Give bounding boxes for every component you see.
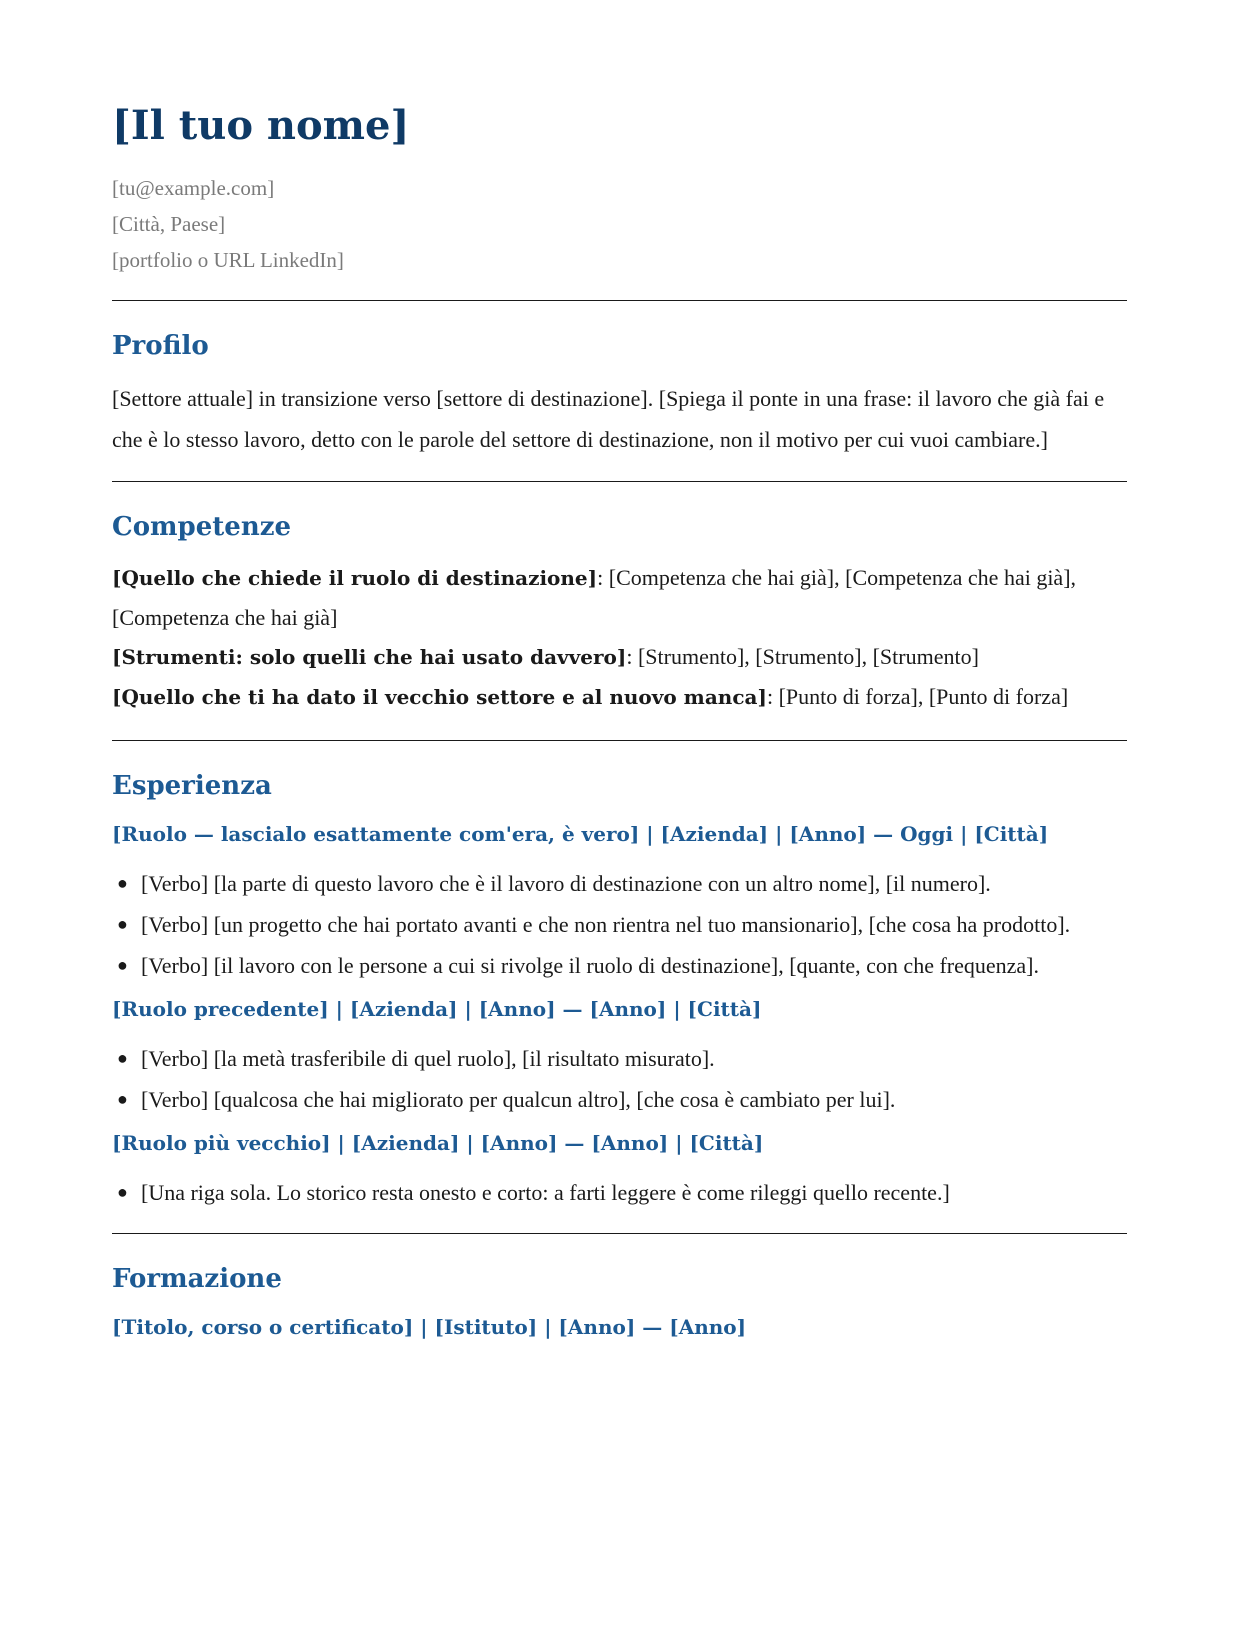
list-item [112,1038,1127,1079]
section-title-experience: Esperienza [112,771,272,801]
skill-label: [Quello che ti ha dato il vecchio settore e al nuovo manca] [112,685,767,709]
job-header: [Ruolo — lascialo esattamente com'era, è vero] | [Azienda] | [Anno] — Oggi | [Città] [112,822,1049,846]
skill-row [112,677,1127,717]
skill-row [112,637,1127,677]
section-title-education: Formazione [112,1264,282,1294]
section-divider [112,300,1127,301]
bullet-icon: ● [117,955,128,975]
section-title-profile: Profilo [112,331,209,361]
section-divider [112,1233,1127,1234]
job-header: [Ruolo precedente] | [Azienda] | [Anno] — [Anno] | [Città] [112,997,762,1021]
bullet-text: [Verbo] [un progetto che hai portato avanti e che non rientra nel tuo mansionario], [che cosa ha prodotto]. [141,912,1071,937]
bullet-icon: ● [117,914,128,934]
list-item [112,945,1127,986]
skill-value: : [Competenza che hai già], [Competenza che hai già], [Competenza che hai già] [112,565,1077,630]
section-divider [112,481,1127,482]
list-item [112,863,1127,904]
skills-list [112,558,1127,717]
bullet-text: [Una riga sola. Lo storico resta onesto e corto: a farti leggere è come rileggi quello recente.] [141,1180,950,1205]
bullet-text: [Verbo] [la metà trasferibile di quel ruolo], [il risultato misurato]. [141,1046,715,1071]
bullet-icon: ● [117,1182,128,1202]
profile-text: [Settore attuale] in transizione verso [settore di destinazione]. [Spiega il ponte in una frase: il lavoro che già fai e che è lo stesso lavoro, detto con le parole del settore di destinazione, non il motivo per cui vuoi cambiare.] [112,386,1105,452]
skill-row [112,558,1127,637]
bullet-icon: ● [117,1089,128,1109]
list-item [112,904,1127,945]
section-title-skills: Competenze [112,512,292,542]
bullet-text: [Verbo] [il lavoro con le persone a cui si rivolge il ruolo di destinazione], [quante, con che frequenza]. [141,953,1039,978]
resume-page [112,96,1127,1343]
skill-value: : [Punto di forza], [Punto di forza] [766,684,1069,709]
list-item [112,1079,1127,1120]
bullet-text: [Verbo] [la parte di questo lavoro che è il lavoro di destinazione con un altro nome], [il numero]. [141,871,991,896]
skill-label: [Strumenti: solo quelli che hai usato davvero] [112,645,627,669]
contact-portfolio: [portfolio o URL LinkedIn] [112,248,344,272]
section-divider [112,740,1127,741]
education-entry: [Titolo, corso o certificato] | [Istituto] | [Anno] — [Anno] [112,1315,747,1339]
job-bullets [112,1038,1127,1120]
contact-email: [tu@example.com] [112,176,275,200]
skill-label: [Quello che chiede il ruolo di destinazione] [112,566,598,590]
skill-value: : [Strumento], [Strumento], [Strumento] [626,644,979,669]
bullet-icon: ● [117,1048,128,1068]
job-bullets [112,863,1127,986]
job-bullets [112,1172,1127,1213]
candidate-name: [Il tuo nome] [112,102,410,149]
contact-block [112,170,1127,278]
bullet-text: [Verbo] [qualcosa che hai migliorato per qualcun altro], [che cosa è cambiato per lui]. [141,1087,896,1112]
bullet-icon: ● [117,873,128,893]
job-header: [Ruolo più vecchio] | [Azienda] | [Anno] — [Anno] | [Città] [112,1131,764,1155]
contact-location: [Città, Paese] [112,212,226,236]
list-item [112,1172,1127,1213]
